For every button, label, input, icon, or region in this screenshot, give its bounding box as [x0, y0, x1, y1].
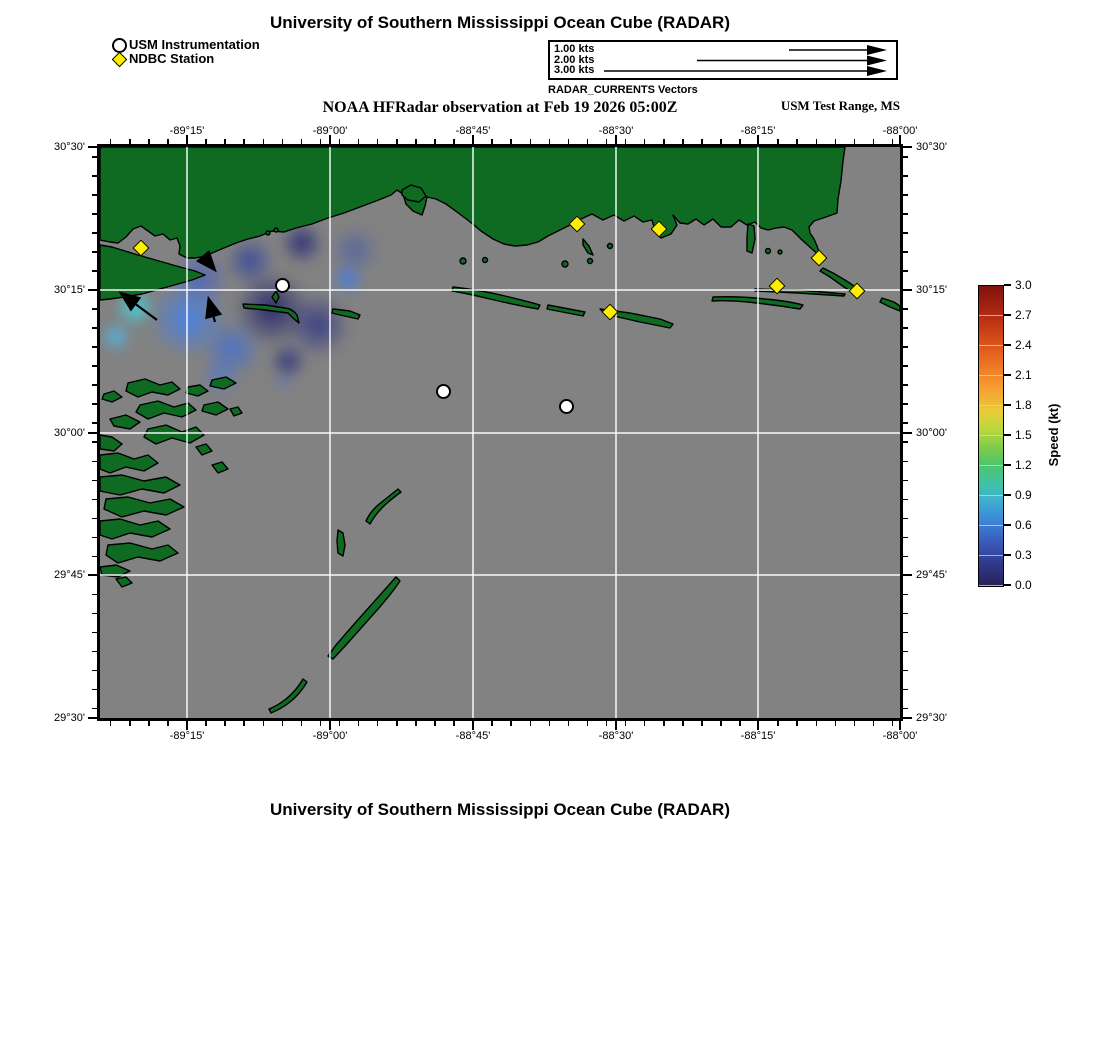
- axis-tick: [903, 441, 908, 443]
- axis-tick: [263, 721, 265, 726]
- axis-tick: [903, 432, 912, 434]
- footer-title: University of Southern Mississippi Ocean Cube (RADAR): [269, 800, 730, 819]
- axis-tick: [606, 139, 608, 144]
- axis-tick: [568, 139, 570, 144]
- y-axis-label-left: 30°15': [54, 284, 85, 296]
- axis-tick: [903, 308, 908, 310]
- axis-tick: [835, 721, 837, 726]
- axis-tick: [92, 270, 97, 272]
- axis-tick: [903, 403, 908, 405]
- axis-tick: [625, 139, 627, 144]
- legend-usm-label: USM Instrumentation: [129, 37, 260, 52]
- axis-tick: [92, 346, 97, 348]
- y-axis-label-left: 29°45': [54, 569, 85, 581]
- axis-tick: [903, 689, 908, 691]
- x-axis-label-bottom: -88°15': [740, 730, 776, 742]
- axis-tick: [568, 721, 570, 726]
- axis-tick: [396, 139, 398, 144]
- axis-tick: [510, 139, 512, 144]
- colorbar-tick-label: 2.4: [1015, 338, 1032, 352]
- colorbar-tick: [1004, 524, 1011, 526]
- axis-tick: [854, 139, 856, 144]
- axis-tick: [899, 721, 901, 730]
- colorbar: [978, 285, 1004, 587]
- axis-tick: [903, 175, 908, 177]
- axis-tick: [92, 194, 97, 196]
- axis-tick: [682, 139, 684, 144]
- y-axis-label-right: 29°45': [916, 569, 947, 581]
- scale-arrowhead-icon: [867, 45, 887, 55]
- axis-tick: [282, 139, 284, 144]
- axis-tick: [434, 721, 436, 726]
- colorbar-title: Speed (kt): [1045, 403, 1061, 467]
- axis-tick: [625, 721, 627, 726]
- axis-tick: [587, 721, 589, 726]
- axis-tick: [339, 721, 341, 726]
- axis-tick: [282, 721, 284, 726]
- axis-tick: [903, 594, 908, 596]
- axis-tick: [186, 721, 188, 730]
- axis-tick: [320, 721, 322, 726]
- axis-tick: [587, 139, 589, 144]
- axis-tick: [903, 518, 908, 520]
- colorbar-tick: [1004, 374, 1011, 376]
- axis-tick: [606, 721, 608, 726]
- axis-tick: [816, 721, 818, 726]
- axis-tick: [415, 721, 417, 726]
- x-axis-label-bottom: -88°45': [455, 730, 491, 742]
- ndbc-station-marker: [811, 250, 828, 267]
- axis-tick: [92, 594, 97, 596]
- axis-tick: [88, 289, 97, 291]
- axis-tick: [92, 403, 97, 405]
- axis-tick: [720, 721, 722, 726]
- axis-tick: [453, 139, 455, 144]
- colorbar-tick: [1004, 314, 1011, 316]
- x-axis-label-top: -88°00': [882, 125, 918, 137]
- axis-tick: [92, 461, 97, 463]
- axis-tick: [903, 499, 908, 501]
- axis-tick: [92, 365, 97, 367]
- axis-tick: [757, 721, 759, 730]
- usm-station-marker: [275, 278, 290, 293]
- colorbar-tick: [1004, 554, 1011, 556]
- axis-tick: [903, 156, 908, 158]
- map-canvas: [100, 147, 900, 718]
- axis-tick: [92, 422, 97, 424]
- axis-tick: [903, 327, 908, 329]
- ndbc-station-icon: [112, 52, 128, 68]
- ndbc-station-marker: [569, 216, 586, 233]
- axis-tick: [92, 480, 97, 482]
- axis-tick: [549, 721, 551, 726]
- axis-tick: [854, 721, 856, 726]
- colorbar-tick: [1004, 494, 1011, 496]
- axis-tick: [92, 384, 97, 386]
- axis-tick: [92, 537, 97, 539]
- axis-tick: [167, 139, 169, 144]
- axis-tick: [148, 721, 150, 726]
- axis-tick: [903, 556, 908, 558]
- axis-tick: [510, 721, 512, 726]
- axis-tick: [720, 139, 722, 144]
- axis-tick: [92, 441, 97, 443]
- axis-tick: [491, 721, 493, 726]
- y-axis-label-left: 30°30': [54, 141, 85, 153]
- axis-tick: [224, 139, 226, 144]
- axis-tick: [92, 689, 97, 691]
- colorbar-tick-label: 1.5: [1015, 428, 1032, 442]
- axis-tick: [434, 139, 436, 144]
- map-subtitle: NOAA HFRadar observation at Feb 19 2026 05:00Z: [322, 99, 678, 116]
- usm-station-marker: [436, 384, 451, 399]
- axis-tick: [263, 139, 265, 144]
- axis-tick: [796, 139, 798, 144]
- axis-tick: [903, 461, 908, 463]
- colorbar-tick-label: 2.7: [1015, 308, 1032, 322]
- axis-tick: [903, 670, 908, 672]
- y-axis-label-left: 29°30': [54, 712, 85, 724]
- axis-tick: [663, 139, 665, 144]
- axis-tick: [339, 139, 341, 144]
- axis-tick: [88, 146, 97, 148]
- axis-tick: [903, 213, 908, 215]
- x-axis-label-top: -88°15': [740, 125, 776, 137]
- axis-tick: [873, 721, 875, 726]
- vector-scale-box: [548, 40, 898, 80]
- axis-tick: [903, 251, 908, 253]
- axis-tick: [701, 721, 703, 726]
- axis-tick: [903, 717, 912, 719]
- axis-tick: [903, 346, 908, 348]
- axis-tick: [903, 194, 908, 196]
- colorbar-gridlines: [979, 286, 1003, 586]
- axis-tick: [903, 422, 908, 424]
- axis-tick: [92, 327, 97, 329]
- axis-tick: [92, 499, 97, 501]
- axis-tick: [816, 139, 818, 144]
- colorbar-tick: [1004, 464, 1011, 466]
- axis-tick: [92, 708, 97, 710]
- colorbar-tick: [1004, 284, 1011, 286]
- axis-tick: [903, 613, 908, 615]
- ndbc-station-marker: [602, 304, 619, 321]
- axis-tick: [739, 139, 741, 144]
- axis-tick: [88, 432, 97, 434]
- axis-tick: [92, 175, 97, 177]
- y-axis-label-right: 29°30': [916, 712, 947, 724]
- axis-tick: [92, 518, 97, 520]
- axis-tick: [549, 139, 551, 144]
- axis-tick: [205, 139, 207, 144]
- colorbar-tick-label: 2.1: [1015, 368, 1032, 382]
- axis-tick: [92, 613, 97, 615]
- axis-tick: [644, 721, 646, 726]
- axis-tick: [903, 574, 912, 576]
- axis-tick: [224, 721, 226, 726]
- axis-tick: [358, 721, 360, 726]
- axis-tick: [88, 574, 97, 576]
- axis-tick: [301, 721, 303, 726]
- axis-tick: [92, 308, 97, 310]
- axis-tick: [167, 721, 169, 726]
- scale-arrowhead-icon: [867, 66, 887, 76]
- axis-tick: [320, 139, 322, 144]
- station-marker-layer: [100, 147, 900, 718]
- colorbar-tick: [1004, 344, 1011, 346]
- axis-tick: [903, 232, 908, 234]
- colorbar-tick-label: 0.3: [1015, 548, 1032, 562]
- axis-tick: [530, 139, 532, 144]
- vector-scale-row-3: 3.00 kts: [554, 64, 595, 76]
- axis-tick: [615, 721, 617, 730]
- colorbar-tick-label: 1.8: [1015, 398, 1032, 412]
- axis-tick: [205, 721, 207, 726]
- axis-tick: [377, 721, 379, 726]
- axis-tick: [377, 139, 379, 144]
- ndbc-station-marker: [849, 283, 866, 300]
- axis-tick: [903, 384, 908, 386]
- axis-tick: [777, 721, 779, 726]
- axis-tick: [453, 721, 455, 726]
- axis-tick: [243, 139, 245, 144]
- axis-tick: [301, 139, 303, 144]
- y-axis-label-right: 30°00': [916, 427, 947, 439]
- axis-tick: [892, 139, 894, 144]
- axis-tick: [644, 139, 646, 144]
- range-label: USM Test Range, MS: [780, 98, 900, 113]
- axis-tick: [92, 156, 97, 158]
- y-axis-label-right: 30°30': [916, 141, 947, 153]
- axis-tick: [92, 651, 97, 653]
- x-axis-label-top: -88°45': [455, 125, 491, 137]
- axis-tick: [903, 651, 908, 653]
- axis-tick: [92, 232, 97, 234]
- axis-tick: [243, 721, 245, 726]
- axis-tick: [92, 251, 97, 253]
- axis-tick: [903, 270, 908, 272]
- axis-tick: [491, 139, 493, 144]
- ndbc-station-marker: [133, 240, 150, 257]
- axis-tick: [796, 721, 798, 726]
- axis-tick: [129, 139, 131, 144]
- axis-tick: [110, 721, 112, 726]
- axis-tick: [903, 632, 908, 634]
- axis-tick: [903, 480, 908, 482]
- x-axis-label-top: -88°30': [598, 125, 634, 137]
- axis-tick: [92, 213, 97, 215]
- ndbc-station-marker: [769, 278, 786, 295]
- axis-tick: [92, 670, 97, 672]
- colorbar-tick-label: 0.9: [1015, 488, 1032, 502]
- x-axis-label-top: -89°15': [169, 125, 205, 137]
- axis-tick: [148, 139, 150, 144]
- axis-tick: [472, 721, 474, 730]
- axis-tick: [873, 139, 875, 144]
- colorbar-tick-label: 0.0: [1015, 578, 1032, 592]
- vector-scale-row-2: 2.00 kts: [554, 53, 595, 66]
- y-axis-label-right: 30°15': [916, 284, 947, 296]
- axis-tick: [329, 721, 331, 730]
- y-axis-label-left: 30°00': [54, 427, 85, 439]
- axis-tick: [892, 721, 894, 726]
- ndbc-station-marker: [651, 221, 668, 238]
- x-axis-label-top: -89°00': [312, 125, 348, 137]
- axis-tick: [739, 721, 741, 726]
- scale-arrowhead-icon: [867, 56, 887, 66]
- usm-station-marker: [559, 399, 574, 414]
- axis-tick: [903, 146, 912, 148]
- vector-scale-caption: RADAR_CURRENTS Vectors: [548, 84, 698, 96]
- x-axis-label-bottom: -89°15': [169, 730, 205, 742]
- axis-tick: [358, 139, 360, 144]
- colorbar-tick: [1004, 584, 1011, 586]
- axis-tick: [903, 365, 908, 367]
- x-axis-label-bottom: -89°00': [312, 730, 348, 742]
- colorbar-tick: [1004, 404, 1011, 406]
- colorbar-tick: [1004, 434, 1011, 436]
- axis-tick: [835, 139, 837, 144]
- axis-tick: [903, 708, 908, 710]
- axis-tick: [110, 139, 112, 144]
- axis-tick: [682, 721, 684, 726]
- axis-tick: [88, 717, 97, 719]
- colorbar-tick-label: 1.2: [1015, 458, 1032, 472]
- axis-tick: [701, 139, 703, 144]
- axis-tick: [92, 632, 97, 634]
- axis-tick: [903, 537, 908, 539]
- axis-tick: [92, 556, 97, 558]
- colorbar-tick-label: 3.0: [1015, 278, 1032, 292]
- x-axis-label-bottom: -88°00': [882, 730, 918, 742]
- axis-tick: [415, 139, 417, 144]
- x-axis-label-bottom: -88°30': [598, 730, 634, 742]
- axis-tick: [530, 721, 532, 726]
- page-title: University of Southern Mississippi Ocean Cube (RADAR): [269, 13, 730, 32]
- axis-tick: [777, 139, 779, 144]
- map-frame: [97, 144, 903, 721]
- vector-scale-arrows: [550, 42, 895, 77]
- vector-scale-row-1: 1.00 kts: [554, 43, 595, 55]
- axis-tick: [663, 721, 665, 726]
- axis-tick: [903, 289, 912, 291]
- axis-tick: [129, 721, 131, 726]
- colorbar-tick-label: 0.6: [1015, 518, 1032, 532]
- axis-tick: [396, 721, 398, 726]
- legend-ndbc-label: NDBC Station: [129, 51, 215, 66]
